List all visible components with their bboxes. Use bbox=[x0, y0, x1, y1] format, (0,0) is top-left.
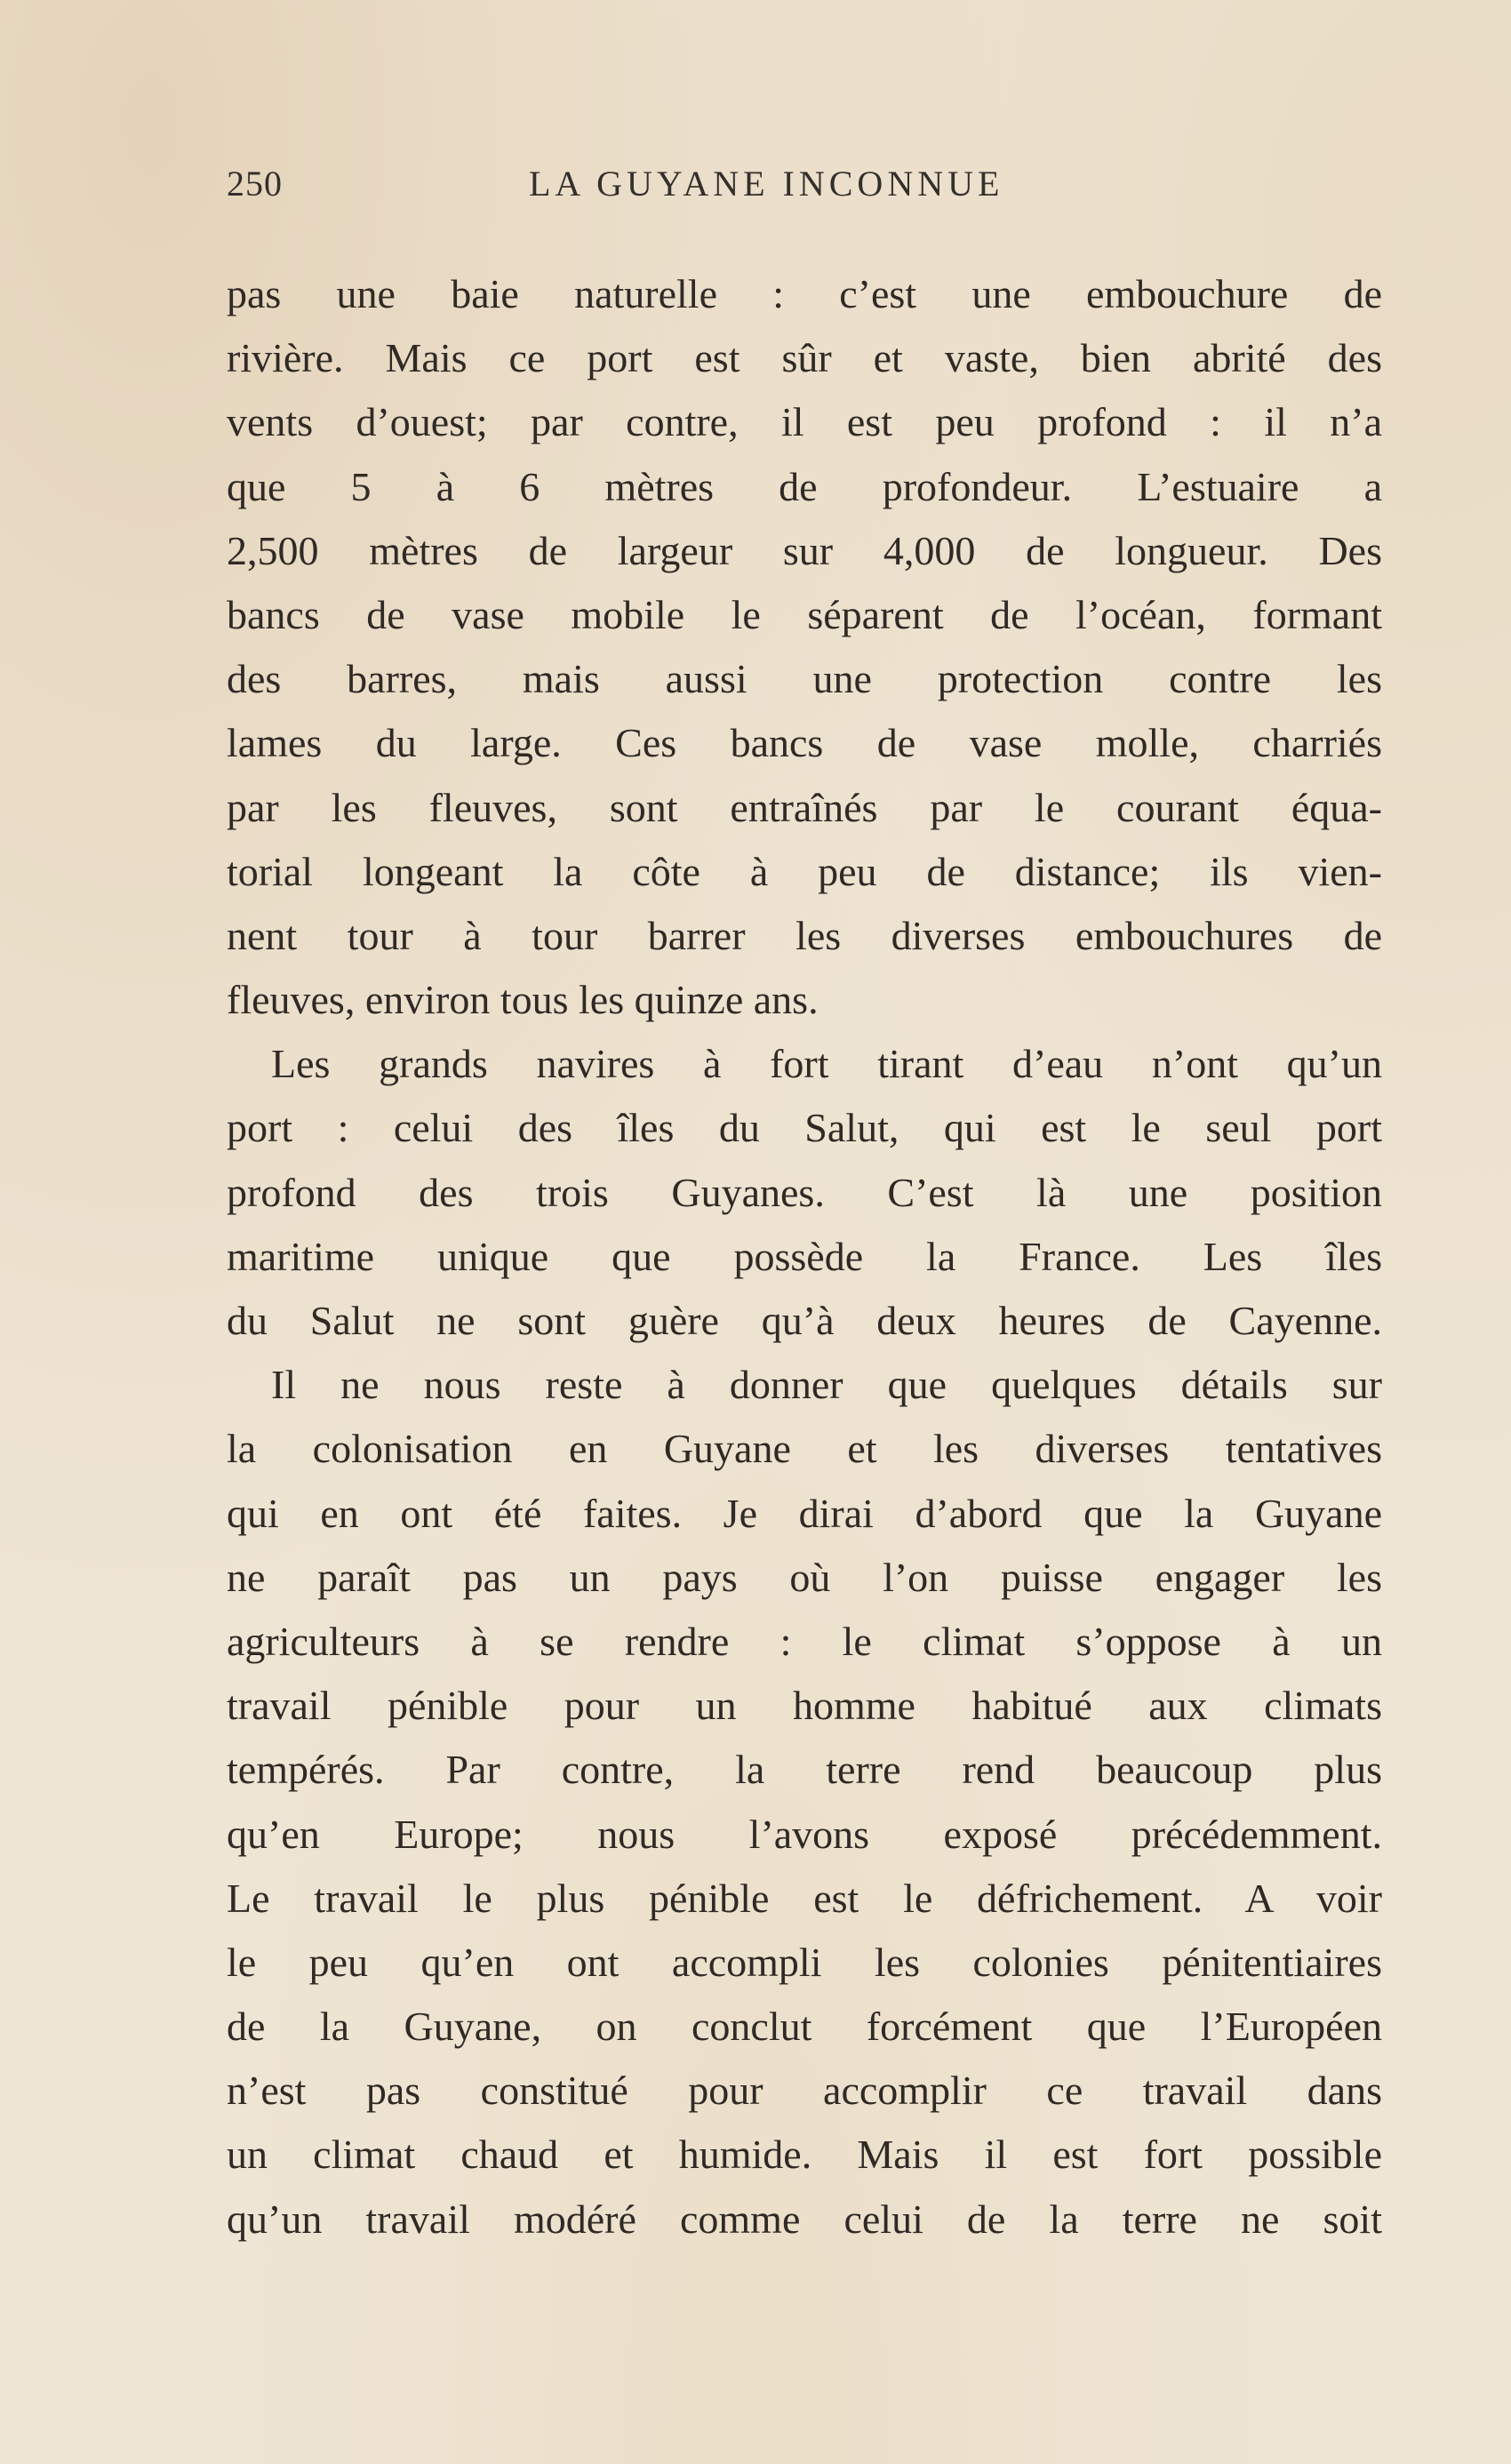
text-line: travail pénible pour un homme habitué aux climats bbox=[227, 1683, 1382, 1729]
text-line: port : celui des îles du Salut, qui est le seul port bbox=[227, 1105, 1382, 1151]
text-line: tempérés. Par contre, la terre rend beaucoup plus bbox=[227, 1747, 1382, 1793]
text-line: de la Guyane, on conclut forcément que l’Européen bbox=[227, 2004, 1382, 2050]
text-line: agriculteurs à se rendre : le climat s’oppose à un bbox=[227, 1618, 1382, 1664]
running-title: LA GUYANE INCONNUE bbox=[529, 164, 1004, 204]
text-line: qui en ont été faites. Je dirai d’abord que la Guyane bbox=[227, 1490, 1382, 1536]
text-line: ne paraît pas un pays où l’on puisse engager les bbox=[227, 1554, 1382, 1600]
text-line: qu’en Europe; nous l’avons exposé précédemment. bbox=[227, 1811, 1382, 1857]
paragraph-start-line: Les grands navires à fort tirant d’eau n’ont qu’un bbox=[271, 1041, 1382, 1087]
text-line: maritime unique que possède la France. Les îles bbox=[227, 1233, 1382, 1279]
text-line: n’est pas constitué pour accomplir ce travail dans bbox=[227, 2068, 1382, 2114]
paragraph-end-line: fleuves, environ tous les quinze ans. bbox=[227, 977, 819, 1023]
body-text bbox=[227, 262, 1382, 2252]
text-line: pas une baie naturelle : c’est une embouchure de bbox=[227, 271, 1382, 316]
text-line: la colonisation en Guyane et les diverses tentatives bbox=[227, 1426, 1382, 1472]
text-line: que 5 à 6 mètres de profondeur. L’estuaire a bbox=[227, 463, 1382, 509]
text-line: un climat chaud et humide. Mais il est fort possible bbox=[227, 2132, 1382, 2178]
text-line: le peu qu’en ont accompli les colonies pénitentiaires bbox=[227, 1939, 1382, 1985]
text-line: nent tour à tour barrer les diverses embouchures de bbox=[227, 912, 1382, 958]
text-line: des barres, mais aussi une protection contre les bbox=[227, 656, 1382, 702]
text-line: 2,500 mètres de largeur sur 4,000 de longueur. Des bbox=[227, 527, 1382, 573]
paragraph-end-line: du Salut ne sont guère qu’à deux heures de Cayenne. bbox=[227, 1298, 1382, 1343]
text-line: bancs de vase mobile le séparent de l’océan, formant bbox=[227, 591, 1382, 637]
text-line: rivière. Mais ce port est sûr et vaste, bien abrité des bbox=[227, 335, 1382, 381]
text-line: Le travail le plus pénible est le défrichement. A voir bbox=[227, 1875, 1382, 1921]
text-line: torial longeant la côte à peu de distance; ils vien- bbox=[227, 848, 1382, 894]
text-line: par les fleuves, sont entraînés par le courant équa- bbox=[227, 784, 1382, 830]
book-page bbox=[227, 156, 1382, 2252]
text-line: qu’un travail modéré comme celui de la terre ne soit bbox=[227, 2196, 1382, 2242]
text-line: vents d’ouest; par contre, il est peu profond : il n’a bbox=[227, 399, 1382, 445]
text-line: profond des trois Guyanes. C’est là une position bbox=[227, 1169, 1382, 1215]
paragraph-start-line: Il ne nous reste à donner que quelques détails sur bbox=[271, 1362, 1382, 1408]
running-head bbox=[227, 156, 1382, 209]
page-number: 250 bbox=[227, 164, 283, 204]
text-line: lames du large. Ces bancs de vase molle, charriés bbox=[227, 720, 1382, 766]
